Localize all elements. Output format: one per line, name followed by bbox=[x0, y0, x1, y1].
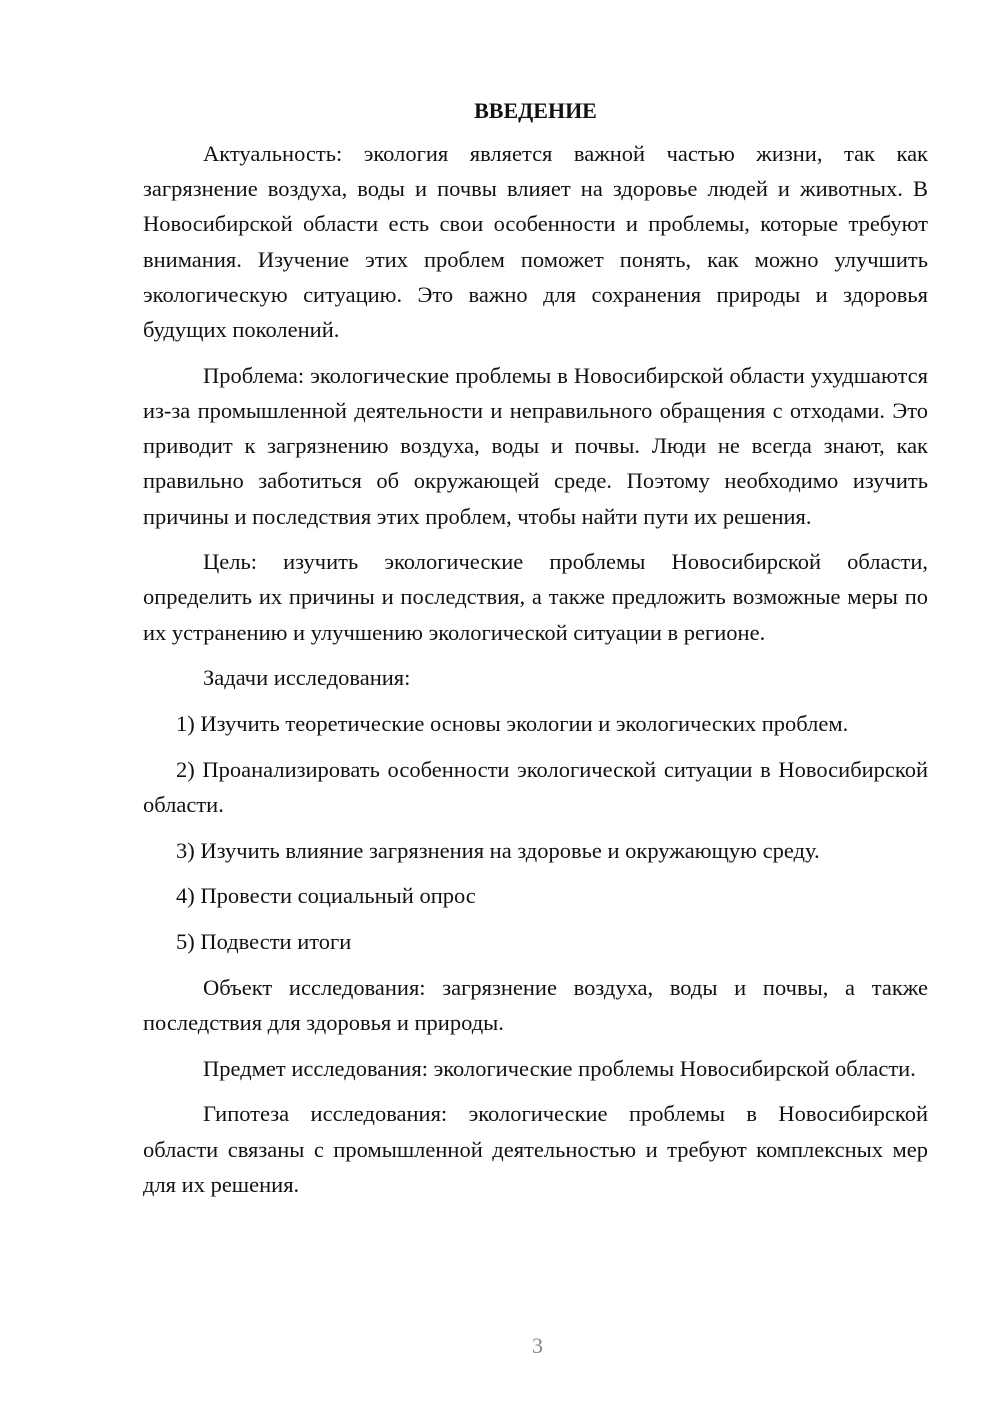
relevance-paragraph: Актуальность: экология является важной частью жизни, так как загрязнение воздуха, воды и почвы влияет на здоровье людей и животных. В Новосибирской области есть свои особенности и проблемы, которые требуют внимания. Изучение этих проблем поможет понять, как можно улучшить экологическую ситуацию. Это важно для сохранения природы и здоровья будущих поколений. bbox=[143, 141, 928, 343]
hypothesis-paragraph: Гипотеза исследования: экологические проблемы в Новосибирской области связаны с промышленной деятельностью и требуют комплексных мер для их решения. bbox=[143, 1101, 928, 1197]
task-item-1: 1) Изучить теоретические основы экологии и экологических проблем. bbox=[176, 711, 849, 737]
task-item-2: 2) Проанализировать особенности экологической ситуации в Новосибирской области. bbox=[143, 756, 928, 817]
object-paragraph: Объект исследования: загрязнение воздуха, воды и почвы, а также последствия для здоровья и природы. bbox=[143, 974, 928, 1035]
page-number: 3 bbox=[532, 1333, 543, 1358]
section-heading: ВВЕДЕНИЕ bbox=[474, 98, 597, 123]
task-item-4: 4) Провести социальный опрос bbox=[176, 883, 476, 909]
subject-paragraph: Предмет исследования: экологические проблемы Новосибирской области. bbox=[203, 1055, 916, 1081]
goal-paragraph: Цель: изучить экологические проблемы Новосибирской области, определить их причины и последствия, а также предложить возможные меры по их устранению и улучшению экологической ситуации в регионе. bbox=[143, 549, 928, 645]
task-item-3: 3) Изучить влияние загрязнения на здоровье и окружающую среду. bbox=[176, 837, 820, 863]
task-item-5: 5) Подвести итоги bbox=[176, 929, 352, 955]
page-content bbox=[143, 94, 928, 1212]
problem-paragraph: Проблема: экологические проблемы в Новосибирской области ухудшаются из-за промышленной деятельности и неправильного обращения с отходами. Это приводит к загрязнению воздуха, воды и почвы. Люди не всегда знают, как правильно заботиться об окружающей среде. Поэтому необходимо изучить причины и последствия этих проблем, чтобы найти пути их решения. bbox=[143, 362, 928, 529]
tasks-title: Задачи исследования: bbox=[203, 665, 411, 691]
